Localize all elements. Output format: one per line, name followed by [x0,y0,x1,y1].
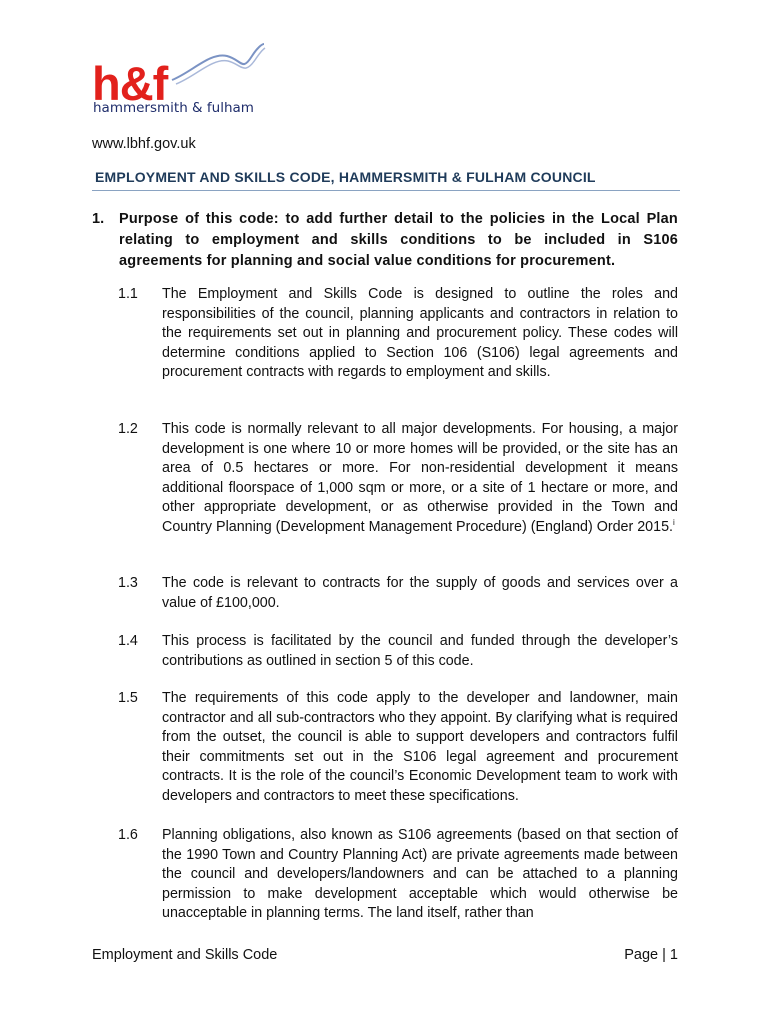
section-number: 1. [92,211,105,227]
paragraph-number: 1.5 [118,690,138,706]
footnote-mark[interactable]: i [673,517,675,527]
paragraph-1-2 [118,420,678,537]
title-rule [92,190,680,191]
paragraph-1-1 [118,285,678,383]
council-logo [92,42,272,122]
section-heading-text: Purpose of this code: to add further detail to the policies in the Local Plan relating to employment and skills conditions to be included in S106 agreements for planning and social value conditions for procurement. [119,211,678,269]
paragraph-number: 1.6 [118,827,138,843]
logo-name: hammersmith & fulham [93,100,254,116]
paragraph-number: 1.1 [118,286,138,302]
paragraph-text: The Employment and Skills Code is designed to outline the roles and responsibilities of the council, planning applicants and contractors in relation to the requirements set out in planning and procurement policy. These codes will determine conditions applied to Section 106 (S106) legal agreements and procurement contracts with regards to employment and skills. [162,286,678,380]
website-url: www.lbhf.gov.uk [92,136,196,152]
footer-document-name: Employment and Skills Code [92,947,278,963]
paragraph-number: 1.4 [118,633,138,649]
paragraph-1-4 [118,632,678,671]
paragraph-number: 1.2 [118,421,138,437]
paragraph-text: Planning obligations, also known as S106 agreements (based on that section of the 1990 Town and Country Planning Act) are private agreements made between the council and developers/landowners and can be attached to a planning permission to make development acceptable which would otherwise be unacceptable in planning terms. The land itself, rather than [162,827,678,921]
paragraph-text: This process is facilitated by the council and funded through the developer’s contributions as outlined in section 5 of this code. [162,633,678,669]
footer-page-number: Page | 1 [624,947,678,963]
paragraph-1-3 [118,574,678,613]
paragraph-1-6 [118,826,678,924]
section-heading [92,209,678,272]
logo-mark: h&f [92,57,168,110]
paragraph-1-5 [118,689,678,806]
document-title: EMPLOYMENT AND SKILLS CODE, HAMMERSMITH & FULHAM COUNCIL [95,169,596,185]
paragraph-text [162,420,678,537]
paragraph-text: The requirements of this code apply to the developer and landowner, main contractor and all sub-contractors who they appoint. By clarifying what is required from the outset, the council is able to support developers and contractors fulfil their commitments set out in the S106 legal agreement and procurement contracts. It is the role of the council’s Economic Development team to work with developers and contractors to meet these specifications. [162,690,678,804]
paragraph-text: The code is relevant to contracts for the supply of goods and services over a value of £100,000. [162,575,678,611]
paragraph-number: 1.3 [118,575,138,591]
paragraph-text-body: This code is normally relevant to all major developments. For housing, a major development is one where 10 or more homes will be provided, or the site has an area of 0.5 hectares or more. For non-residential development it means additional floorspace of 1,000 sqm or more, or a site of 1 hectare or more, and other appropriate development, or as otherwise provided in the Town and Country Planning (Development Management Procedure) (England) Order 2015. [162,421,678,535]
